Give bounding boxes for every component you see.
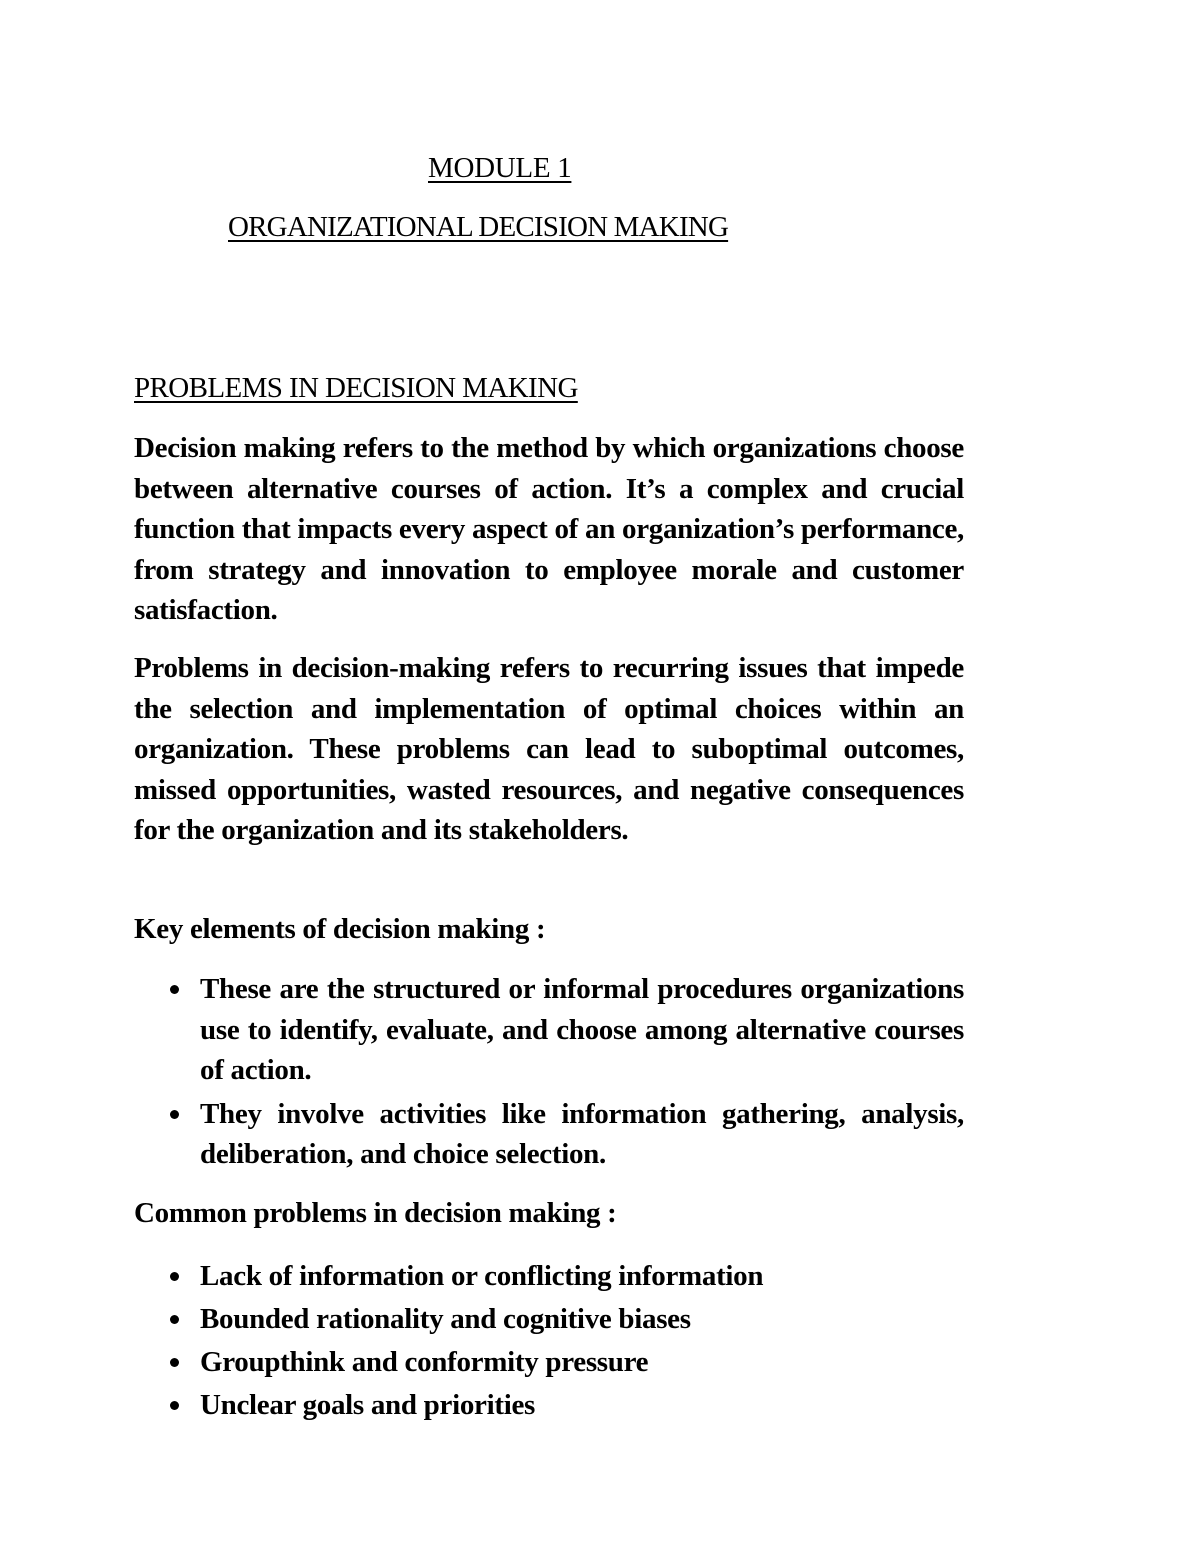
list-item-text: Lack of information or conflicting information [200, 1260, 764, 1292]
list-item [134, 1341, 964, 1384]
list-item [134, 1094, 964, 1175]
list-item-text: Groupthink and conformity pressure [200, 1346, 649, 1378]
list-item [134, 1298, 964, 1341]
key-elements-list [134, 969, 964, 1178]
list-item [134, 1384, 964, 1427]
common-problems-list [134, 1255, 964, 1427]
list-item-text: Unclear goals and priorities [200, 1389, 536, 1421]
key-elements-heading: Key elements of decision making : [134, 913, 546, 945]
list-item-text: These are the structured or informal procedures organizations use to identify, evaluate, and choose among alternative courses of action. [200, 973, 964, 1086]
common-problems-heading: Common problems in decision making : [134, 1197, 617, 1229]
bullet-icon [170, 1110, 179, 1119]
module-title: ORGANIZATIONAL DECISION MAKING [228, 211, 729, 243]
bullet-icon [170, 1358, 179, 1367]
module-number: MODULE 1 [428, 152, 572, 184]
bullet-icon [170, 985, 179, 994]
bullet-icon [170, 1315, 179, 1324]
section-heading: PROBLEMS IN DECISION MAKING [134, 372, 578, 404]
bullet-icon [170, 1272, 179, 1281]
list-item [134, 1255, 964, 1298]
problems-paragraph: Problems in decision-making refers to recurring issues that impede the selection and implementation of optimal choices within an organization. These problems can lead to suboptimal outcomes, missed opportunities, wasted resources, and negative consequences for the organization and its stakeholders. [134, 652, 964, 846]
bullet-icon [170, 1401, 179, 1410]
list-item-text: Bounded rationality and cognitive biases [200, 1303, 691, 1335]
intro-paragraph: Decision making refers to the method by which organizations choose between alternative courses of action. It’s a complex and crucial function that impacts every aspect of an organization’s performance, from strategy and innovation to employee morale and customer satisfaction. [134, 432, 964, 626]
list-item [134, 969, 964, 1091]
list-item-text: They involve activities like information gathering, analysis, deliberation, and choice selection. [200, 1097, 964, 1170]
